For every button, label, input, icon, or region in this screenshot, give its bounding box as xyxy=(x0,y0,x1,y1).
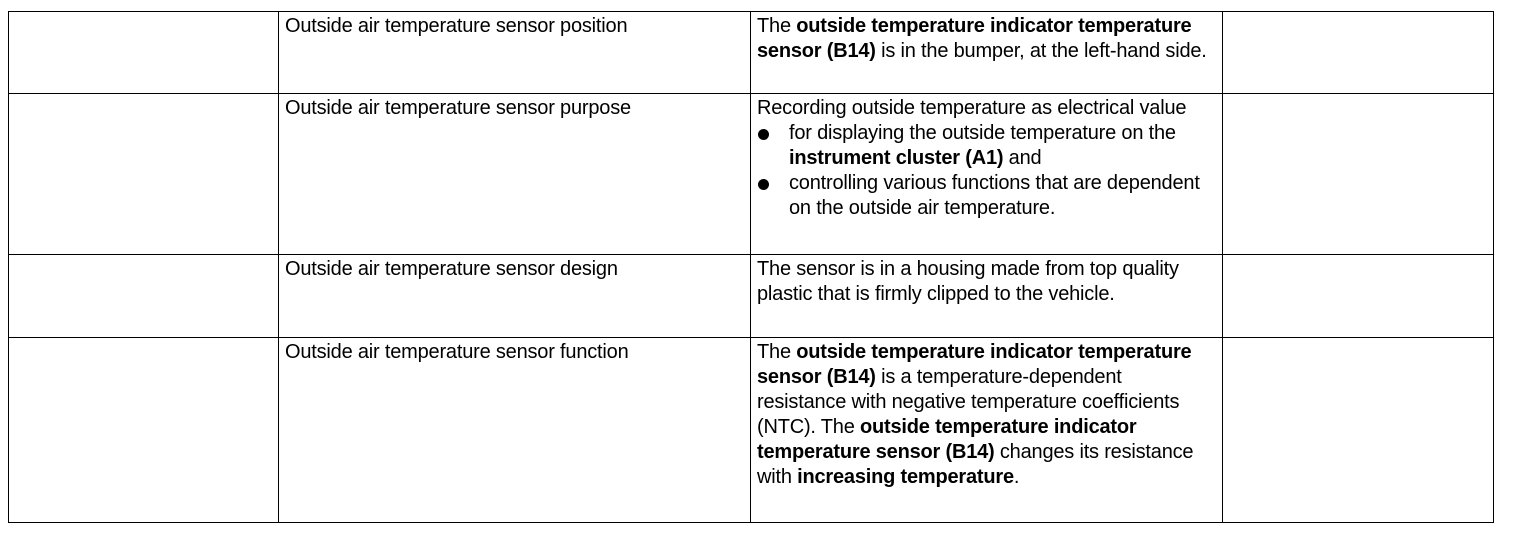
table-row-purpose xyxy=(9,94,1494,255)
table-row-design xyxy=(9,255,1494,338)
desc-text: The xyxy=(757,341,797,363)
row-description xyxy=(751,94,1223,255)
left-empty-cell xyxy=(9,12,279,94)
bullet-icon xyxy=(758,179,769,190)
row-description xyxy=(751,12,1223,94)
desc-intro: Recording outside temperature as electrical value xyxy=(757,97,1187,119)
row-label: Outside air temperature sensor position xyxy=(279,12,751,94)
left-empty-cell xyxy=(9,94,279,255)
desc-text: . xyxy=(1013,466,1020,488)
desc-bold-term: outside temperature indicator temperature sensor (B14) xyxy=(757,15,1192,62)
left-empty-cell xyxy=(9,255,279,338)
row-description xyxy=(751,338,1223,523)
desc-text: changes its resistance with xyxy=(757,441,1194,488)
left-empty-cell xyxy=(9,338,279,523)
info-table xyxy=(8,11,1494,523)
row-description: The sensor is in a housing made from top quality plastic that is firmly clipped to the vehicle. xyxy=(751,255,1223,338)
desc-bold-term: instrument cluster (A1) xyxy=(789,147,1004,169)
bullet-list xyxy=(757,121,1216,221)
desc-bold-term: outside temperature indicator temperature sensor (B14) xyxy=(757,416,1137,463)
row-label: Outside air temperature sensor purpose xyxy=(279,94,751,255)
bullet-icon xyxy=(758,129,769,140)
desc-text: and xyxy=(1003,147,1042,169)
table-row-function xyxy=(9,338,1494,523)
desc-bold-term: increasing temperature xyxy=(797,466,1014,488)
desc-text: for displaying the outside temperature on the xyxy=(789,122,1176,144)
desc-bold-term: outside temperature indicator temperature sensor (B14) xyxy=(757,341,1192,388)
row-label: Outside air temperature sensor design xyxy=(279,255,751,338)
desc-text: is in the bumper, at the left-hand side. xyxy=(875,40,1207,62)
row-label: Outside air temperature sensor function xyxy=(279,338,751,523)
right-empty-cell xyxy=(1223,94,1494,255)
right-empty-cell xyxy=(1223,12,1494,94)
desc-text: The xyxy=(757,15,797,37)
table-row-position xyxy=(9,12,1494,94)
desc-text: is a temperature-dependent resistance with negative temperature coefficients (NTC). The xyxy=(757,366,1180,438)
right-empty-cell xyxy=(1223,338,1494,523)
desc-text: controlling various functions that are dependent on the outside air temperature. xyxy=(789,172,1200,219)
list-item xyxy=(757,121,1216,171)
right-empty-cell xyxy=(1223,255,1494,338)
list-item xyxy=(757,171,1216,221)
